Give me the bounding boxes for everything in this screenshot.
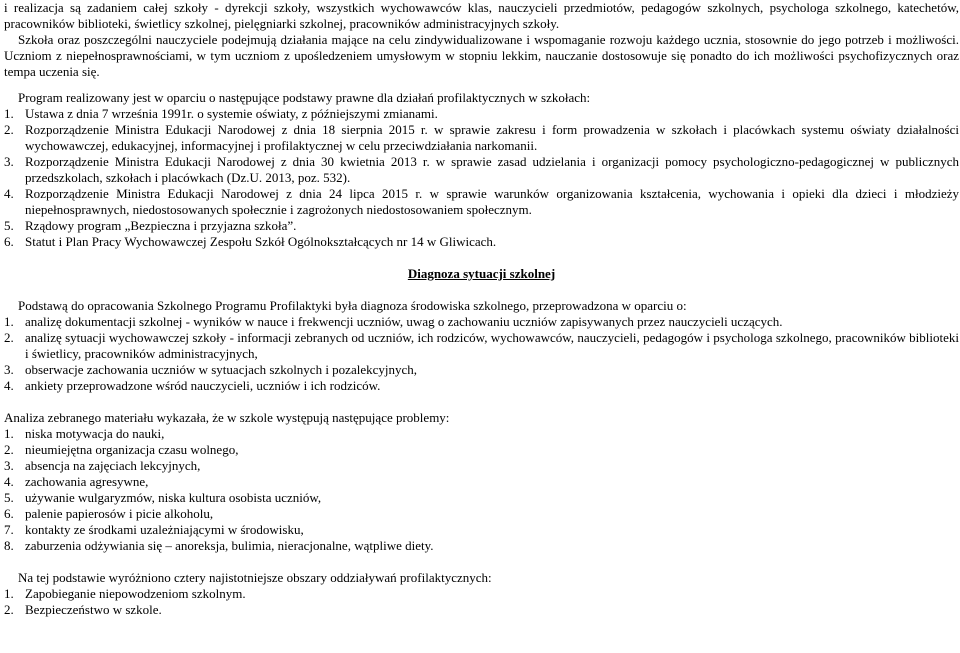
problems-lead: Analiza zebranego materiału wykazała, że w szkole występują następujące problemy:	[4, 410, 450, 425]
legal-basis-list	[4, 106, 959, 250]
list-item: 6. palenie papierosów i picie alkoholu,	[4, 506, 214, 521]
list-item: 2. Rozporządzenie Ministra Edukacji Narodowej z dnia 18 sierpnia 2015 r. w sprawie zakresu i form prowadzenia w szkołach i placówkach systemu oświaty działalności wychowawczej, edukacyjnej, informacyjnej i profilaktycznej w celu przeciwdziałania narkomanii.	[4, 122, 959, 153]
list-item: 5. Rządowy program „Bezpieczna i przyjazna szkoła”.	[4, 218, 297, 233]
list-item: 1. analizę dokumentacji szkolnej - wyników w nauce i frekwencji uczniów, uwag o zachowaniu uczniów zapisywanych przez nauczycieli uczących.	[4, 314, 783, 329]
diagnosis-list	[4, 314, 959, 394]
areas-lead: Na tej podstawie wyróżniono cztery najistotniejsze obszary oddziaływań profilaktycznych:	[18, 570, 492, 585]
list-item: 3. Rozporządzenie Ministra Edukacji Narodowej z dnia 30 kwietnia 2013 r. w sprawie zasad udzielania i organizacji pomocy psychologiczno-pedagogicznej w publicznych przedszkolach, szkołach i placówkach (Dz.U. 2013, poz. 532).	[4, 154, 959, 185]
list-item: 1. Ustawa z dnia 7 września 1991r. o systemie oświaty, z późniejszymi zmianami.	[4, 106, 438, 121]
diagnosis-lead: Podstawą do opracowania Szkolnego Programu Profilaktyki była diagnoza środowiska szkolnego, przeprowadzona w oparciu o:	[18, 298, 687, 313]
list-item: 7. kontakty ze środkami uzależniającymi w środowisku,	[4, 522, 304, 537]
legal-basis-lead: Program realizowany jest w oparciu o następujące podstawy prawne dla działań profilaktycznych w szkołach:	[18, 90, 591, 105]
list-item: 1. Zapobieganie niepowodzeniom szkolnym.	[4, 586, 246, 601]
list-item: 2. Bezpieczeństwo w szkole.	[4, 602, 162, 617]
list-item: 8. zaburzenia odżywiania się – anoreksja, bulimia, nieracjonalne, wątpliwe diety.	[4, 538, 434, 553]
list-item: 5. używanie wulgaryzmów, niska kultura osobista uczniów,	[4, 490, 322, 505]
list-item: 3. obserwacje zachowania uczniów w sytuacjach szkolnych i pozalekcyjnych,	[4, 362, 418, 377]
list-item: 1. niska motywacja do nauki,	[4, 426, 165, 441]
intro-paragraph-2: Szkoła oraz poszczególni nauczyciele podejmują działania mające na celu zindywidualizowane i wspomaganie rozwoju każdego ucznia, stosownie do jego potrzeb i możliwości. Uczniom z niepełnosprawnościami, w tym uczniom z upośledzeniem umysłowym w stopniu lekkim, nauczanie dostosowuje się ponadto do ich możliwości psychofizycznych oraz tempa uczenia się.	[4, 32, 959, 79]
list-item: 4. ankiety przeprowadzone wśród nauczycieli, uczniów i ich rodziców.	[4, 378, 381, 393]
section-heading: Diagnoza sytuacji szkolnej	[407, 266, 556, 281]
list-item: 2. analizę sytuacji wychowawczej szkoły - informacji zebranych od uczniów, ich rodziców, wychowawców, nauczycieli, pedagogów i psychologa szkolnego, pracowników biblioteki i świetlicy, pracowników administracyjnych,	[4, 330, 959, 361]
list-item: 2. nieumiejętna organizacja czasu wolnego,	[4, 442, 239, 457]
list-item: 4. zachowania agresywne,	[4, 474, 149, 489]
list-item: 6. Statut i Plan Pracy Wychowawczej Zespołu Szkół Ogólnokształcących nr 14 w Gliwicach.	[4, 234, 497, 249]
list-item: 4. Rozporządzenie Ministra Edukacji Narodowej z dnia 24 lipca 2015 r. w sprawie warunków organizowania kształcenia, wychowania i opieki dla dzieci i młodzieży niepełnosprawnych, niedostosowanych społecznie i zagrożonych niedostosowaniem społecznym.	[4, 186, 959, 217]
problems-list	[4, 426, 959, 554]
intro-paragraph-1: i realizacja są zadaniem całej szkoły - dyrekcji szkoły, wszystkich wychowawców klas, nauczycieli przedmiotów, pedagogów szkolnych, psychologa szkolnego, katechetów, pracowników biblioteki, świetlicy szkolnej, pielęgniarki szkolnej, pracowników administracyjnych szkoły.	[4, 0, 959, 31]
list-item: 3. absencja na zajęciach lekcyjnych,	[4, 458, 201, 473]
areas-list	[4, 586, 959, 618]
